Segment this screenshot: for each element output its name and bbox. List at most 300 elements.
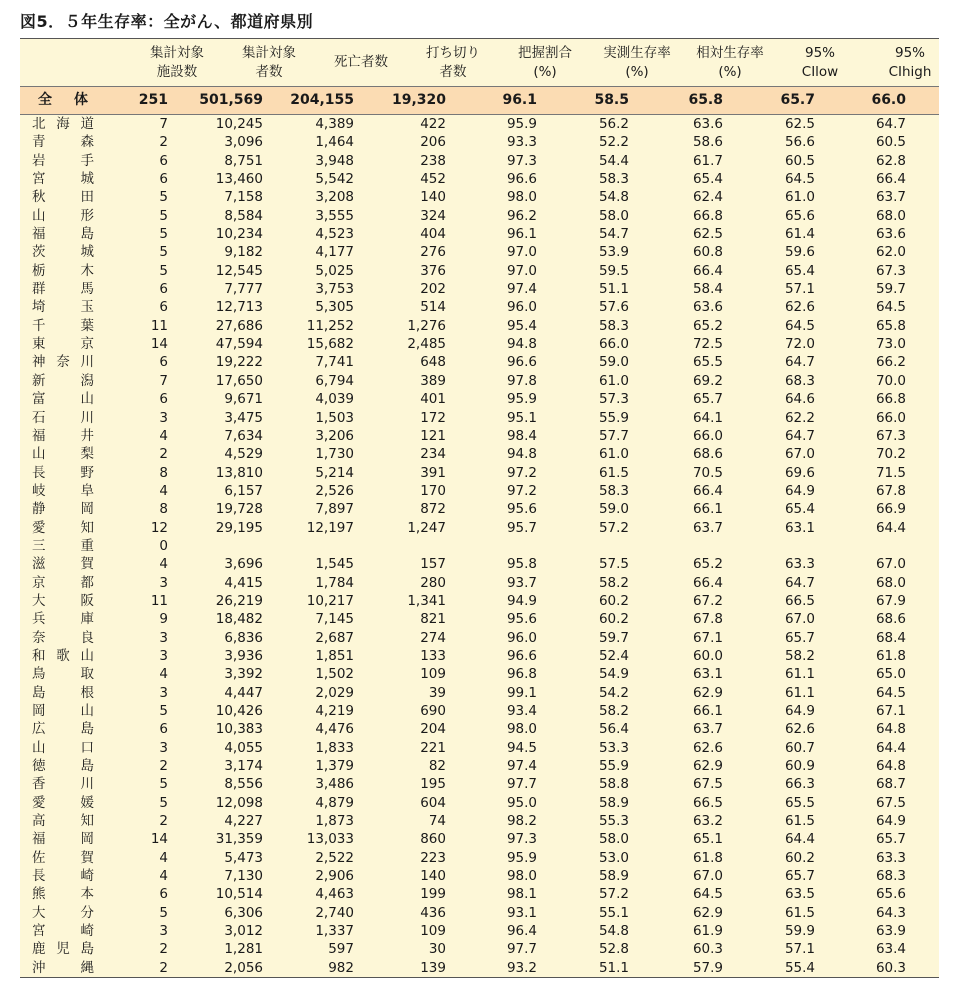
facilities-cell: 4 <box>159 849 168 866</box>
capture-rate-cell: 96.6 <box>506 647 537 664</box>
observed-survival-cell: 58.3 <box>598 171 629 188</box>
patients-cell: 1,281 <box>224 941 263 958</box>
ci-low-cell: 62.6 <box>784 721 815 738</box>
pref-name-cell: 山形 <box>32 207 94 224</box>
patients-cell: 6,157 <box>224 482 263 499</box>
table-row <box>20 207 939 225</box>
pref-name-cell: 青森 <box>32 134 94 151</box>
header-line: 95% <box>804 44 835 61</box>
capture-rate-cell: 97.3 <box>506 831 537 848</box>
capture-rate-cell: 98.1 <box>506 886 537 903</box>
table-row <box>20 775 939 793</box>
observed-survival-cell: 58.9 <box>598 794 629 811</box>
censored-cell: 376 <box>420 262 446 279</box>
ci-low-cell: 60.2 <box>784 849 815 866</box>
deaths-cell: 13,033 <box>306 831 354 848</box>
capture-rate-cell: 95.7 <box>506 519 537 536</box>
censored-cell: 452 <box>420 171 446 188</box>
censored-cell: 1,276 <box>407 317 446 334</box>
capture-rate-cell: 95.9 <box>506 849 537 866</box>
observed-survival-cell: 55.3 <box>598 813 629 830</box>
relative-survival-cell: 64.5 <box>692 886 723 903</box>
deaths-cell: 4,523 <box>315 226 354 243</box>
deaths-cell: 4,177 <box>315 244 354 261</box>
header-line: CIlow <box>801 63 839 80</box>
deaths-cell: 1,851 <box>315 647 354 664</box>
table-row <box>20 115 939 133</box>
pref-name-cell: 大分 <box>32 904 94 921</box>
censored-cell: 121 <box>420 427 446 444</box>
deaths-cell: 4,879 <box>315 794 354 811</box>
pref-name-cell: 福島 <box>32 226 94 243</box>
censored-cell: 324 <box>420 207 446 224</box>
facilities-cell: 3 <box>159 574 168 591</box>
ci-high-cell: 67.0 <box>875 556 906 573</box>
observed-survival-cell: 54.8 <box>598 923 629 940</box>
deaths-cell: 3,948 <box>315 152 354 169</box>
relative-survival-cell: 61.8 <box>692 849 723 866</box>
facilities-cell: 14 <box>150 336 168 353</box>
table-row <box>20 830 939 848</box>
capture-rate-cell: 96.2 <box>506 207 537 224</box>
ci-high-cell: 68.4 <box>875 629 906 646</box>
deaths-cell: 5,305 <box>315 299 354 316</box>
table-row <box>20 243 939 261</box>
observed-survival-cell: 51.1 <box>598 959 629 976</box>
capture-rate-cell: 97.0 <box>506 262 537 279</box>
pref-name-cell: 山梨 <box>32 446 94 463</box>
pref-name-cell: 新潟 <box>32 372 94 389</box>
facilities-cell: 5 <box>159 794 168 811</box>
facilities-cell: 14 <box>150 831 168 848</box>
censored-cell: 170 <box>420 482 446 499</box>
table-row <box>20 794 939 812</box>
patients-cell: 18,482 <box>215 611 263 628</box>
relative-survival-cell: 63.1 <box>692 666 723 683</box>
ci-low-cell: 63.5 <box>784 886 815 903</box>
ci-low-cell: 61.4 <box>784 226 815 243</box>
ci-high-cell: 68.0 <box>875 207 906 224</box>
deaths-cell: 4,389 <box>315 116 354 132</box>
observed-survival-cell: 53.3 <box>598 739 629 756</box>
ci-high-cell: 66.8 <box>875 391 906 408</box>
pref-name-cell: 和歌山 <box>32 647 94 664</box>
censored-cell: 389 <box>420 372 446 389</box>
observed-survival-cell: 52.8 <box>598 941 629 958</box>
relative-survival-cell: 60.8 <box>692 244 723 261</box>
observed-survival-cell: 56.2 <box>598 116 629 132</box>
table-row <box>20 574 939 592</box>
observed-survival-cell: 57.2 <box>598 519 629 536</box>
pref-name-cell: 熊本 <box>32 886 94 903</box>
facilities-cell: 2 <box>159 959 168 976</box>
ci-high-cell: 60.3 <box>875 959 906 976</box>
observed-survival-cell: 59.0 <box>598 354 629 371</box>
pref-name-cell: 宮崎 <box>32 923 94 940</box>
deaths-cell: 2,522 <box>315 849 354 866</box>
observed-survival-cell: 57.5 <box>598 556 629 573</box>
pref-name-cell: 愛知 <box>32 519 94 536</box>
capture-rate-cell: 95.9 <box>506 391 537 408</box>
pref-name-cell: 静岡 <box>32 501 94 518</box>
patients-cell: 10,245 <box>215 116 263 132</box>
patients-cell: 9,182 <box>224 244 263 261</box>
patients-cell: 7,777 <box>224 281 263 298</box>
relative-survival-cell: 65.5 <box>692 354 723 371</box>
pref-name-cell: 長崎 <box>32 868 94 885</box>
deaths-cell: 3,753 <box>315 281 354 298</box>
relative-survival-cell: 62.5 <box>692 226 723 243</box>
observed-survival-cell: 58.0 <box>598 207 629 224</box>
ci-high-cell: 60.5 <box>875 134 906 151</box>
ci-low-cell: 62.5 <box>784 116 815 132</box>
ci-high-cell: 68.6 <box>875 611 906 628</box>
ci-low-cell: 64.7 <box>784 574 815 591</box>
censored-cell: 821 <box>420 611 446 628</box>
observed-survival-cell: 55.9 <box>598 409 629 426</box>
facilities-cell: 8 <box>159 501 168 518</box>
pref-name-cell: 徳島 <box>32 758 94 775</box>
ci-low-cell: 58.2 <box>784 647 815 664</box>
pref-name-cell: 全 体 <box>38 92 88 108</box>
observed-survival-cell: 54.7 <box>598 226 629 243</box>
pref-name-cell: 島根 <box>32 684 94 701</box>
observed-survival-cell: 54.8 <box>598 189 629 206</box>
observed-survival-cell: 58.2 <box>598 703 629 719</box>
facilities-cell: 0 <box>159 537 168 554</box>
table-row <box>20 849 939 867</box>
ci-low-header <box>770 39 870 86</box>
ci-high-cell: 64.7 <box>875 116 906 132</box>
facilities-cell: 11 <box>150 317 168 334</box>
facilities-cell: 6 <box>159 171 168 188</box>
censored-cell: 422 <box>420 116 446 132</box>
ci-low-cell: 68.3 <box>784 372 815 389</box>
deaths-cell: 5,025 <box>315 262 354 279</box>
capture-rate-cell: 96.6 <box>506 171 537 188</box>
facilities-cell: 2 <box>159 813 168 830</box>
censored-cell: 140 <box>420 189 446 206</box>
table-row <box>20 885 939 903</box>
ci-high-cell: 61.8 <box>875 647 906 664</box>
table-row <box>20 500 939 518</box>
ci-low-cell: 69.6 <box>784 464 815 481</box>
ci-low-cell: 65.7 <box>784 629 815 646</box>
ci-low-cell: 59.9 <box>784 923 815 940</box>
deaths-cell: 10,217 <box>306 592 354 609</box>
header-line: CIhigh <box>888 63 932 80</box>
ci-high-cell: 67.3 <box>875 262 906 279</box>
deaths-cell: 204,155 <box>290 92 354 108</box>
ci-low-cell: 65.4 <box>784 501 815 518</box>
ci-high-cell: 68.0 <box>875 574 906 591</box>
facilities-cell: 5 <box>159 776 168 793</box>
deaths-header <box>311 39 411 86</box>
facilities-cell: 3 <box>159 629 168 646</box>
patients-header <box>219 39 319 86</box>
facilities-cell: 6 <box>159 152 168 169</box>
pref-name-cell: 栃木 <box>32 262 94 279</box>
observed-survival-cell: 55.9 <box>598 758 629 775</box>
deaths-cell: 1,379 <box>315 758 354 775</box>
relative-survival-cell: 65.1 <box>692 831 723 848</box>
ci-low-cell: 64.5 <box>784 171 815 188</box>
capture-rate-cell: 97.0 <box>506 244 537 261</box>
censored-cell: 133 <box>420 647 446 664</box>
ci-high-cell: 64.5 <box>875 684 906 701</box>
pref-name-cell: 神奈川 <box>32 354 94 371</box>
ci-low-cell: 61.1 <box>784 684 815 701</box>
pref-name-cell: 福井 <box>32 427 94 444</box>
facilities-cell: 3 <box>159 684 168 701</box>
table-row <box>20 904 939 922</box>
ci-low-cell: 57.1 <box>784 281 815 298</box>
relative-survival-cell: 61.7 <box>692 152 723 169</box>
table-row <box>20 482 939 500</box>
table-row <box>20 464 939 482</box>
patients-cell: 8,751 <box>224 152 263 169</box>
capture-rate-cell: 95.4 <box>506 317 537 334</box>
ci-high-cell: 67.3 <box>875 427 906 444</box>
patients-cell: 7,130 <box>224 868 263 885</box>
patients-cell: 19,728 <box>215 501 263 518</box>
header-line: (%) <box>625 63 649 80</box>
ci-high-cell: 65.7 <box>875 831 906 848</box>
capture-rate-cell: 94.9 <box>506 592 537 609</box>
facilities-cell: 251 <box>138 92 168 108</box>
relative-survival-cell: 69.2 <box>692 372 723 389</box>
pref-name-cell: 北海道 <box>32 116 94 132</box>
deaths-cell: 2,740 <box>315 904 354 921</box>
observed-survival-cell: 60.2 <box>598 611 629 628</box>
pref-name-cell: 鳥取 <box>32 666 94 683</box>
capture-rate-cell: 97.7 <box>506 776 537 793</box>
ci-high-cell: 71.5 <box>875 464 906 481</box>
patients-cell: 3,096 <box>224 134 263 151</box>
facilities-cell: 7 <box>159 372 168 389</box>
ci-low-cell: 65.5 <box>784 794 815 811</box>
table-row <box>20 665 939 683</box>
capture-rate-cell: 96.6 <box>506 354 537 371</box>
deaths-cell: 1,502 <box>315 666 354 683</box>
capture-rate-cell: 94.5 <box>506 739 537 756</box>
ci-low-cell: 67.0 <box>784 611 815 628</box>
relative-survival-header <box>680 39 780 86</box>
table-row <box>20 152 939 170</box>
ci-high-cell: 67.1 <box>875 703 906 719</box>
pref-header <box>22 39 122 86</box>
relative-survival-cell: 62.9 <box>692 904 723 921</box>
ci-low-cell: 64.4 <box>784 831 815 848</box>
table-row <box>20 610 939 628</box>
table-row <box>20 188 939 206</box>
ci-high-cell: 64.9 <box>875 813 906 830</box>
table-row <box>20 225 939 243</box>
relative-survival-cell: 72.5 <box>692 336 723 353</box>
facilities-cell: 3 <box>159 739 168 756</box>
capture-rate-cell: 98.0 <box>506 868 537 885</box>
deaths-cell: 982 <box>328 959 354 976</box>
pref-name-cell: 岩手 <box>32 152 94 169</box>
patients-cell: 26,219 <box>215 592 263 609</box>
censored-cell: 221 <box>420 739 446 756</box>
pref-name-cell: 長野 <box>32 464 94 481</box>
deaths-cell: 3,208 <box>315 189 354 206</box>
header-line: 集計対象 <box>242 44 296 61</box>
capture-rate-cell: 94.8 <box>506 336 537 353</box>
table-row <box>20 757 939 775</box>
patients-cell: 4,529 <box>224 446 263 463</box>
ci-high-cell: 73.0 <box>875 336 906 353</box>
ci-low-cell: 63.1 <box>784 519 815 536</box>
pref-name-cell: 秋田 <box>32 189 94 206</box>
relative-survival-cell: 66.1 <box>692 703 723 719</box>
censored-cell: 19,320 <box>391 92 446 108</box>
capture-rate-cell: 96.1 <box>506 226 537 243</box>
header-line: (%) <box>533 63 557 80</box>
censored-cell: 199 <box>420 886 446 903</box>
ci-low-cell: 61.5 <box>784 813 815 830</box>
patients-cell: 3,696 <box>224 556 263 573</box>
observed-survival-cell: 60.2 <box>598 592 629 609</box>
patients-cell: 501,569 <box>199 92 263 108</box>
censored-cell: 401 <box>420 391 446 408</box>
deaths-cell: 7,897 <box>315 501 354 518</box>
table-row <box>20 390 939 408</box>
relative-survival-cell: 60.3 <box>692 941 723 958</box>
facilities-cell: 11 <box>150 592 168 609</box>
pref-name-cell: 福岡 <box>32 831 94 848</box>
relative-survival-cell: 62.9 <box>692 684 723 701</box>
facilities-cell: 2 <box>159 758 168 775</box>
censored-cell: 274 <box>420 629 446 646</box>
observed-survival-cell: 58.8 <box>598 776 629 793</box>
table-header <box>20 38 939 86</box>
ci-low-cell: 57.1 <box>784 941 815 958</box>
table-row <box>20 427 939 445</box>
censored-cell: 1,341 <box>407 592 446 609</box>
pref-name-cell: 石川 <box>32 409 94 426</box>
capture-rate-cell: 97.3 <box>506 152 537 169</box>
facilities-cell: 3 <box>159 923 168 940</box>
facilities-cell: 9 <box>159 611 168 628</box>
ci-low-cell: 60.5 <box>784 152 815 169</box>
pref-name-cell: 富山 <box>32 391 94 408</box>
observed-survival-cell: 52.4 <box>598 647 629 664</box>
facilities-cell: 6 <box>159 721 168 738</box>
patients-cell: 10,514 <box>215 886 263 903</box>
table-row <box>20 409 939 427</box>
observed-survival-cell: 59.7 <box>598 629 629 646</box>
table-row <box>20 647 939 665</box>
censored-cell: 140 <box>420 868 446 885</box>
table-body <box>20 115 939 978</box>
deaths-cell: 2,687 <box>315 629 354 646</box>
table-row <box>20 298 939 316</box>
observed-survival-cell: 61.0 <box>598 446 629 463</box>
relative-survival-cell: 62.4 <box>692 189 723 206</box>
facilities-cell: 4 <box>159 482 168 499</box>
patients-cell: 2,056 <box>224 959 263 976</box>
deaths-cell: 4,476 <box>315 721 354 738</box>
relative-survival-cell: 63.7 <box>692 519 723 536</box>
censored-cell: 690 <box>420 703 446 719</box>
ci-high-cell: 63.7 <box>875 189 906 206</box>
pref-name-cell: 三重 <box>32 537 94 554</box>
patients-cell: 7,158 <box>224 189 263 206</box>
observed-survival-cell: 51.1 <box>598 281 629 298</box>
table-row <box>20 720 939 738</box>
ci-high-cell: 64.4 <box>875 739 906 756</box>
observed-survival-cell: 57.2 <box>598 886 629 903</box>
ci-low-cell: 60.7 <box>784 739 815 756</box>
patients-cell: 3,392 <box>224 666 263 683</box>
patients-cell: 10,234 <box>215 226 263 243</box>
relative-survival-cell: 58.6 <box>692 134 723 151</box>
ci-low-cell: 72.0 <box>784 336 815 353</box>
patients-cell: 8,556 <box>224 776 263 793</box>
ci-low-cell: 64.6 <box>784 391 815 408</box>
observed-survival-cell: 54.9 <box>598 666 629 683</box>
ci-high-cell: 64.5 <box>875 299 906 316</box>
patients-cell: 47,594 <box>215 336 263 353</box>
censored-cell: 204 <box>420 721 446 738</box>
patients-cell: 13,810 <box>215 464 263 481</box>
observed-survival-cell: 58.3 <box>598 317 629 334</box>
ci-low-cell: 61.1 <box>784 666 815 683</box>
ci-high-cell: 64.8 <box>875 721 906 738</box>
facilities-cell: 5 <box>159 207 168 224</box>
ci-low-cell: 65.7 <box>784 868 815 885</box>
facilities-cell: 6 <box>159 299 168 316</box>
relative-survival-cell: 63.6 <box>692 116 723 132</box>
censored-cell: 74 <box>428 813 446 830</box>
header-line: 打ち切り <box>426 44 480 61</box>
ci-low-cell: 64.9 <box>784 703 815 719</box>
ci-high-cell: 70.2 <box>875 446 906 463</box>
ci-high-cell: 68.7 <box>875 776 906 793</box>
ci-low-cell: 64.7 <box>784 427 815 444</box>
ci-low-cell: 61.5 <box>784 904 815 921</box>
patients-cell: 29,195 <box>215 519 263 536</box>
deaths-cell: 4,219 <box>315 703 354 719</box>
relative-survival-cell: 62.9 <box>692 758 723 775</box>
table-row <box>20 922 939 940</box>
total-row <box>20 86 939 115</box>
ci-low-cell: 64.5 <box>784 317 815 334</box>
observed-survival-cell: 61.5 <box>598 464 629 481</box>
ci-high-cell: 65.0 <box>875 666 906 683</box>
relative-survival-cell: 68.6 <box>692 446 723 463</box>
patients-cell: 8,584 <box>224 207 263 224</box>
capture-rate-header <box>495 39 595 86</box>
relative-survival-cell: 67.8 <box>692 611 723 628</box>
relative-survival-cell: 58.4 <box>692 281 723 298</box>
censored-cell: 2,485 <box>407 336 446 353</box>
relative-survival-cell: 63.2 <box>692 813 723 830</box>
ci-high-cell: 62.8 <box>875 152 906 169</box>
patients-cell: 13,460 <box>215 171 263 188</box>
facilities-cell: 4 <box>159 666 168 683</box>
censored-cell: 39 <box>428 684 446 701</box>
pref-name-cell: 山口 <box>32 739 94 756</box>
patients-cell: 9,671 <box>224 391 263 408</box>
observed-survival-cell: 57.6 <box>598 299 629 316</box>
header-line: 把握割合 <box>518 44 572 61</box>
deaths-cell: 3,555 <box>315 207 354 224</box>
pref-name-cell: 高知 <box>32 813 94 830</box>
deaths-cell: 7,741 <box>315 354 354 371</box>
